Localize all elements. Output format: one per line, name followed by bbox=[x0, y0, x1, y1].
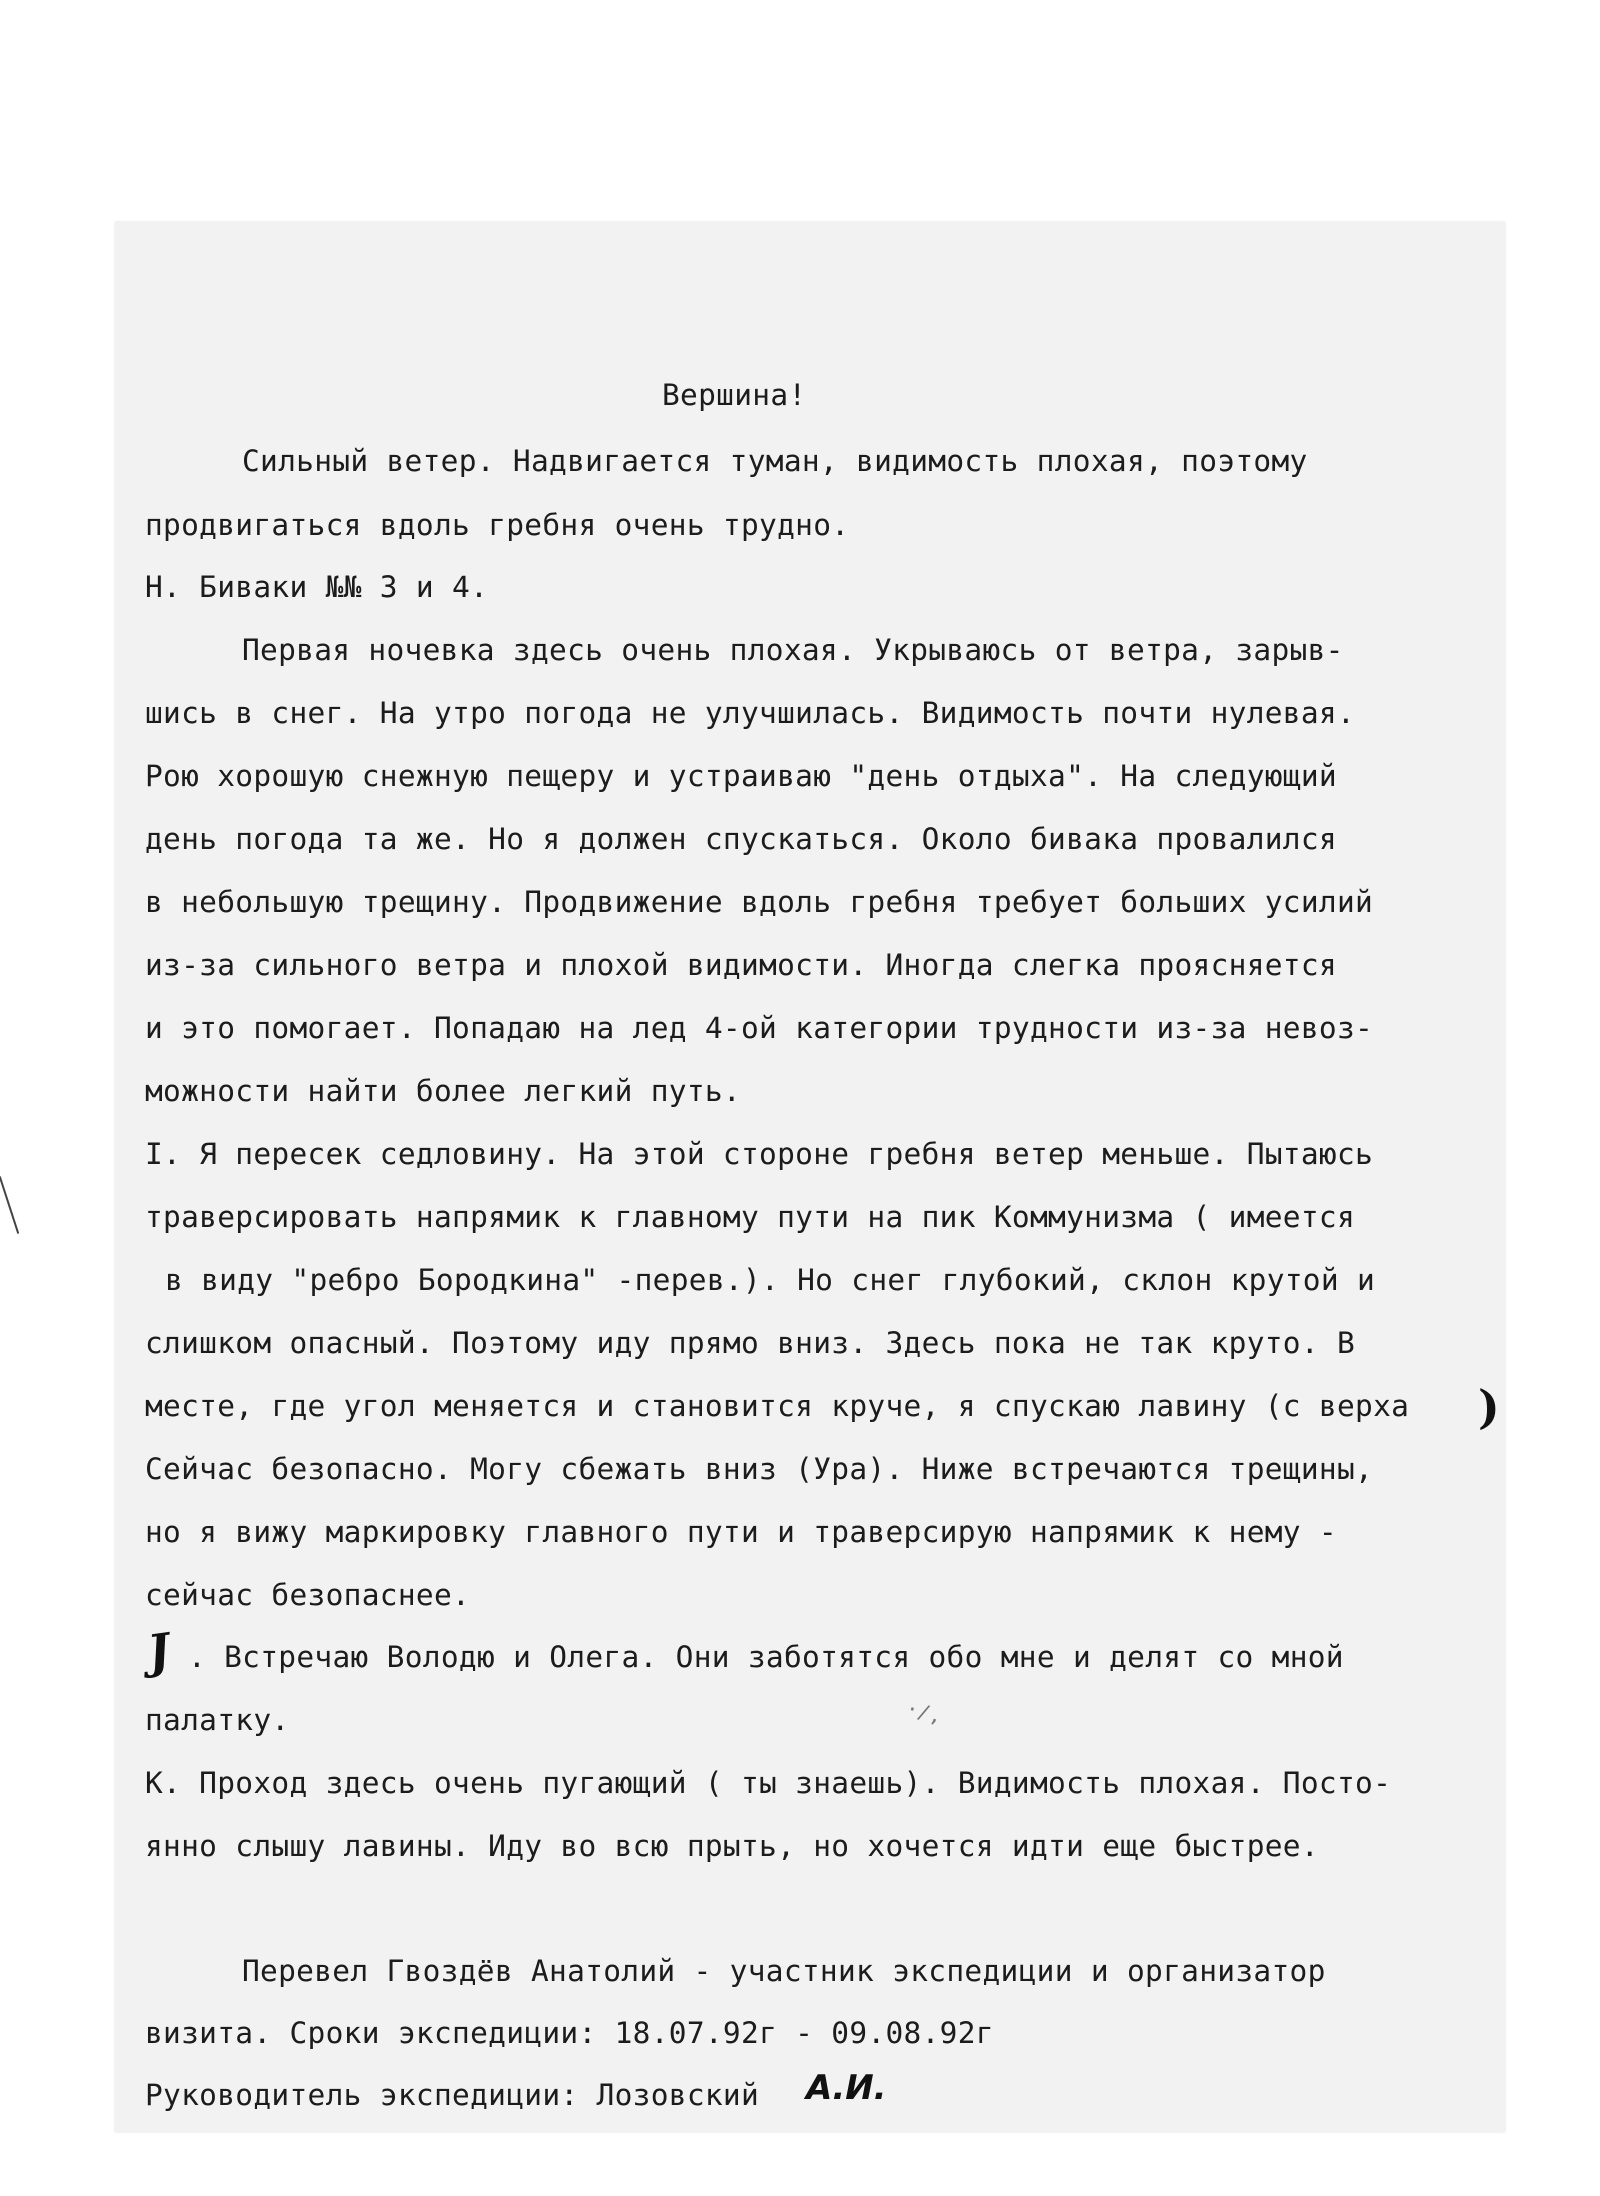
text-line: янно слышу лавины. Иду во всю прыть, но хочется идти еще быстрее. bbox=[145, 1829, 1319, 1863]
document-title: Вершина! bbox=[662, 378, 807, 412]
text-line: месте, где угол меняется и становится круче, я спускаю лавину (с верха bbox=[145, 1389, 1410, 1423]
text-line: Первая ночевка здесь очень плохая. Укрываюсь от ветра, зарыв- bbox=[242, 633, 1344, 667]
text-line: К. Проход здесь очень пугающий ( ты знаешь). Видимость плохая. Посто- bbox=[145, 1766, 1392, 1800]
text-line: I. Я пересек седловину. На этой стороне гребня ветер меньше. Пытаюсь bbox=[145, 1137, 1374, 1171]
handwritten-parenthesis: ) bbox=[1478, 1380, 1500, 1434]
text-line: из-за сильного ветра и плохой видимости. Иногда слегка проясняется bbox=[145, 948, 1337, 982]
scan-edge-mark bbox=[0, 1176, 19, 1234]
text-line: шись в снег. На утро погода не улучшилась. Видимость почти нулевая. bbox=[145, 696, 1356, 730]
text-line: день погода та же. Но я должен спускаться. Около бивака провалился bbox=[145, 822, 1337, 856]
text-line: продвигаться вдоль гребня очень трудно. bbox=[145, 508, 850, 542]
handwritten-initials: А.И. bbox=[806, 2068, 887, 2108]
text-line: и это помогает. Попадаю на лед 4-ой категории трудности из-за невоз- bbox=[145, 1011, 1374, 1045]
text-line: в небольшую трещину. Продвижение вдоль гребня требует больших усилий bbox=[145, 885, 1374, 919]
text-line: Сейчас безопасно. Могу сбежать вниз (Ура). Ниже встречаются трещины, bbox=[145, 1452, 1374, 1486]
text-line: Рою хорошую снежную пещеру и устраиваю "день отдыха". На следующий bbox=[145, 759, 1337, 793]
text-line: но я вижу маркировку главного пути и траверсирую напрямик к нему - bbox=[145, 1515, 1337, 1549]
expedition-leader: Руководитель экспедиции: Лозовский bbox=[145, 2078, 760, 2112]
text-line: Сильный ветер. Надвигается туман, видимость плохая, поэтому bbox=[242, 444, 1308, 478]
pencil-mark: ·/, bbox=[903, 1695, 945, 1729]
text-line: . Встречаю Володю и Олега. Они заботятся обо мне и делят со мной bbox=[188, 1640, 1344, 1674]
text-line: слишком опасный. Поэтому иду прямо вниз. Здесь пока не так круто. В bbox=[145, 1326, 1356, 1360]
text-line: в виду "ребро Бородкина" -перев.). Но снег глубокий, склон крутой и bbox=[165, 1263, 1376, 1297]
text-line: траверсировать напрямик к главному пути на пик Коммунизма ( имеется bbox=[145, 1200, 1356, 1234]
text-line: палатку. bbox=[145, 1703, 290, 1737]
handwritten-letter-j: J bbox=[144, 1622, 174, 1680]
text-line: можности найти более легкий путь. bbox=[145, 1074, 741, 1108]
translator-note: Перевел Гвоздёв Анатолий - участник экспедиции и организатор bbox=[242, 1954, 1326, 1988]
expedition-dates: визита. Сроки экспедиции: 18.07.92г - 09.08.92г bbox=[145, 2016, 994, 2050]
text-line: сейчас безопаснее. bbox=[145, 1578, 471, 1612]
text-line: Н. Биваки №№ 3 и 4. bbox=[145, 570, 489, 604]
